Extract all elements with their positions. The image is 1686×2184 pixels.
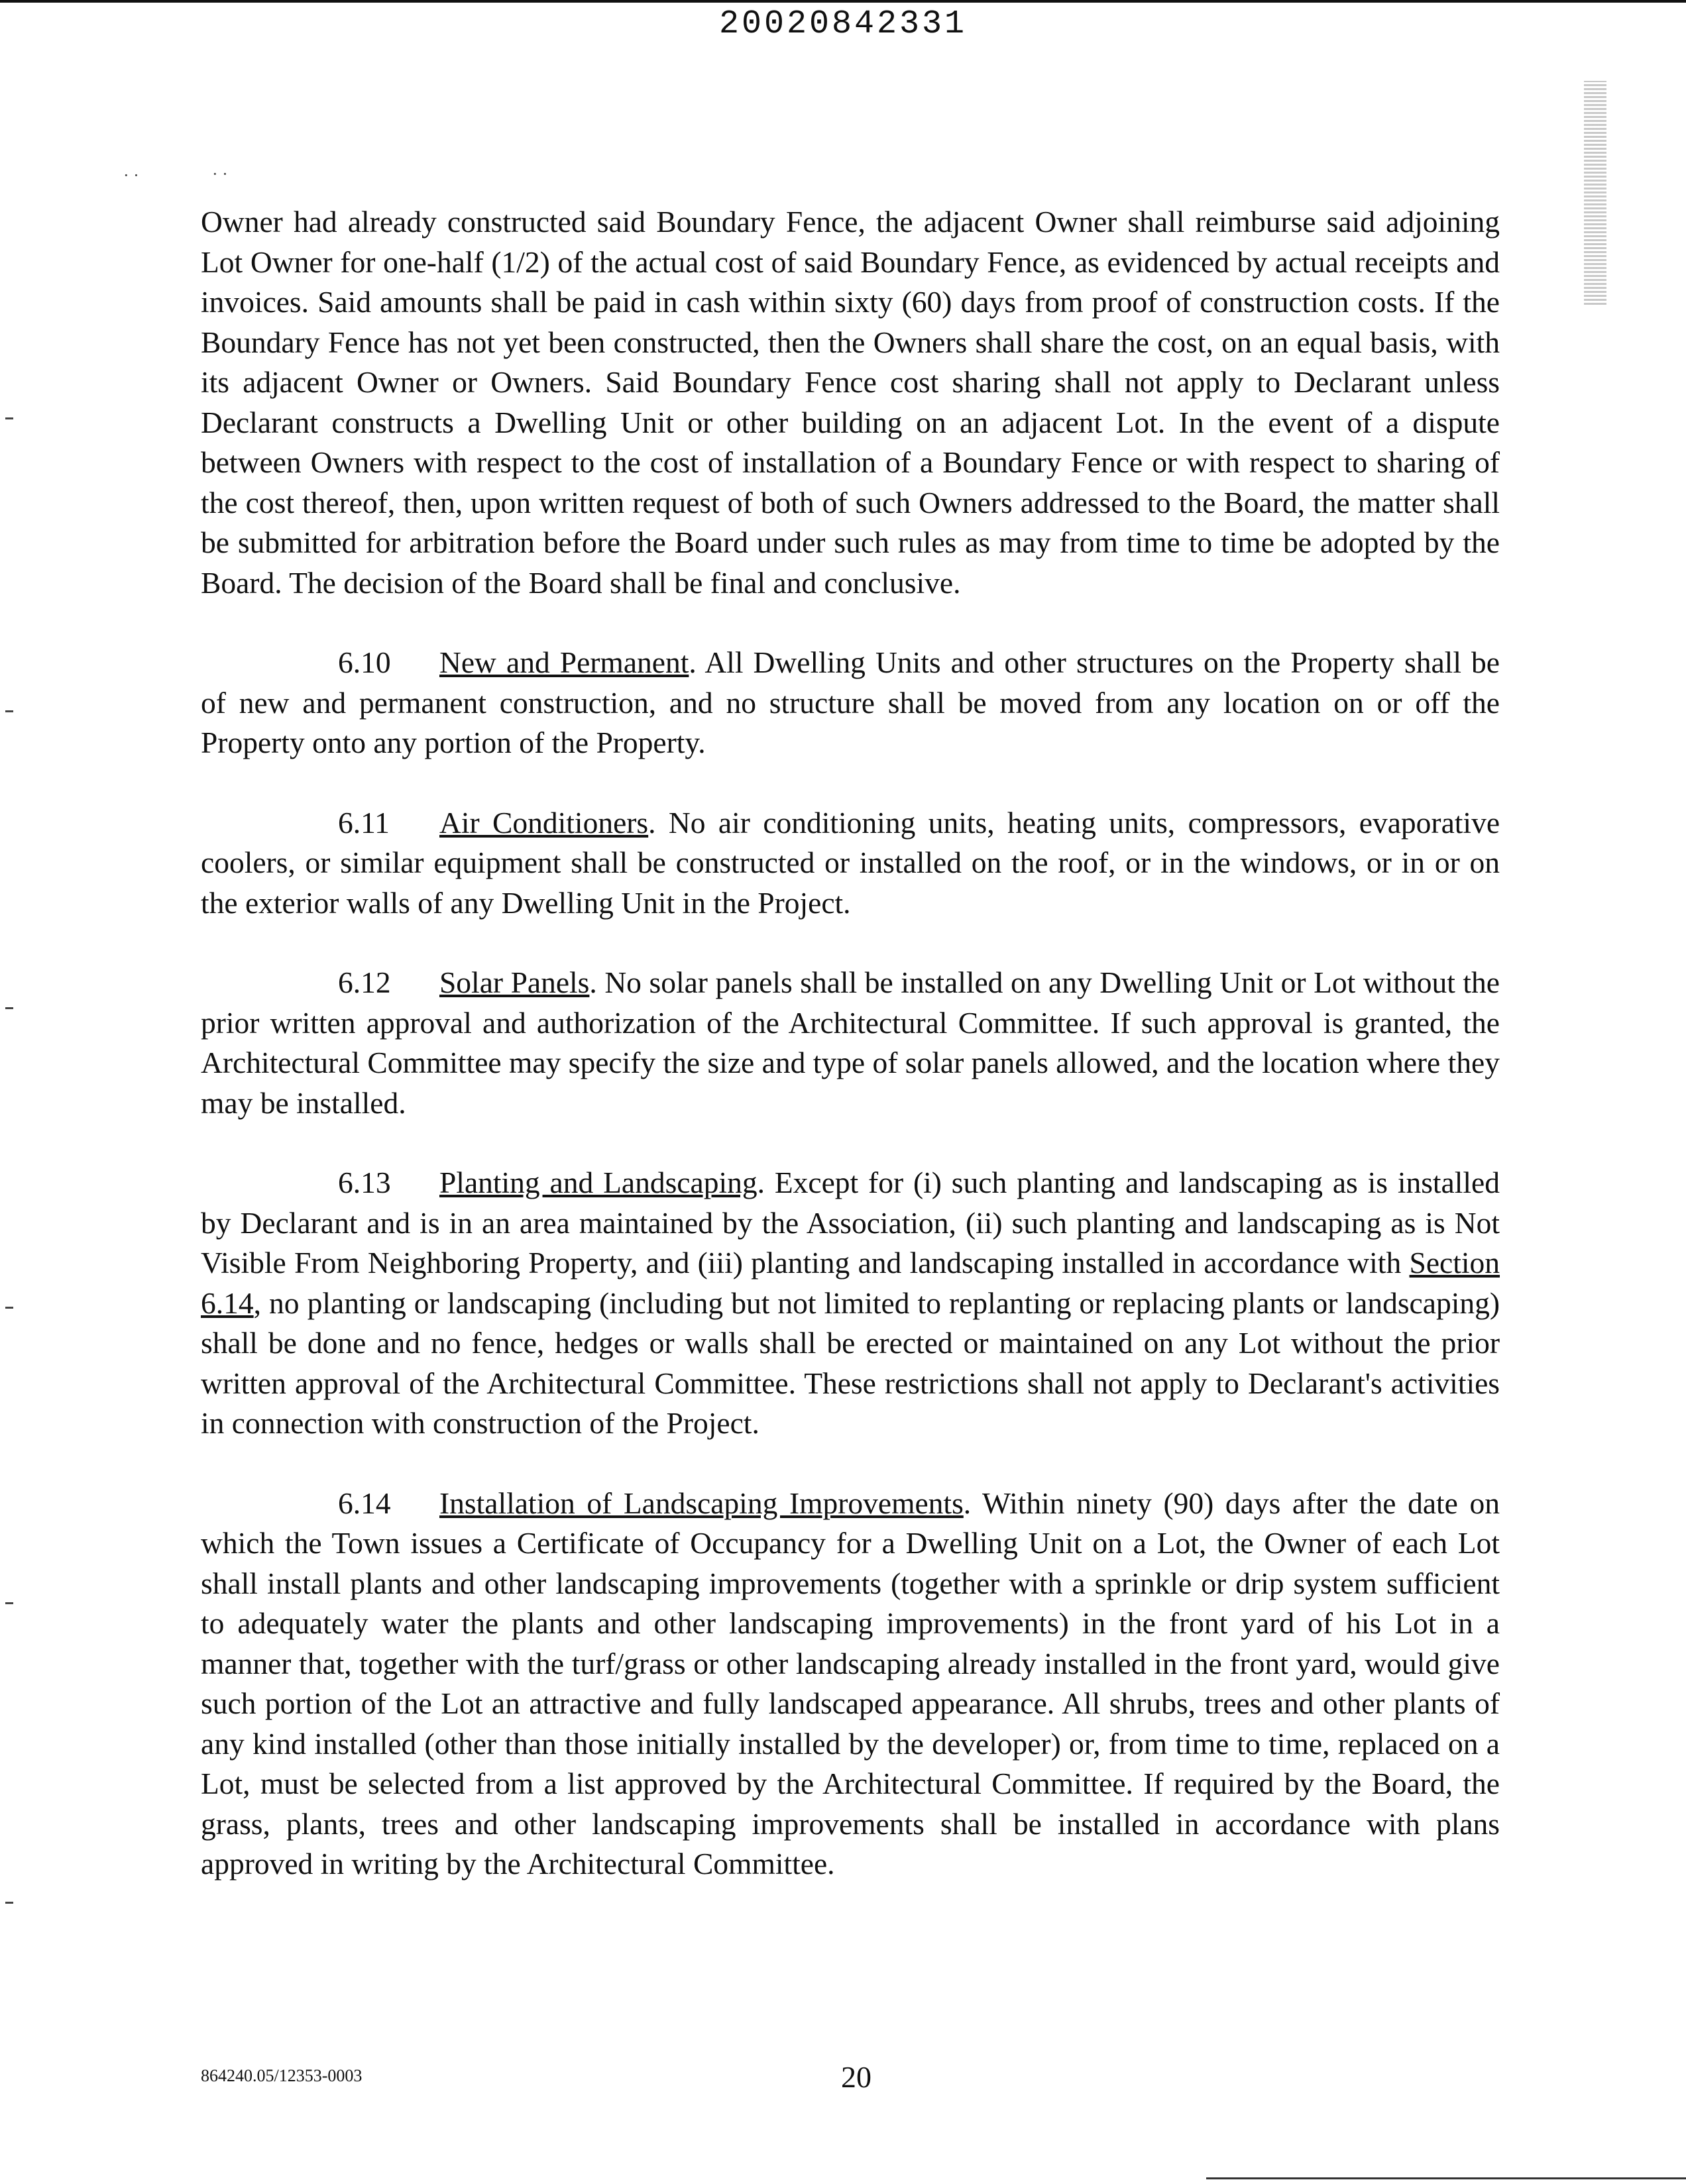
section-text-continued: , no planting or landscaping (including but not limited to replanting or replacing plants or landscaping) shall be done and no fence, hedges or walls shall be erected or maintained on any Lot without the prior written approval of the Architectural Committee. These restrictions shall not apply to Declarant's activities in connection with construction of the Project. bbox=[201, 1285, 1500, 1440]
section-6-14: 6.14 Installation of Landscaping Improvements. Within ninety (90) days after the date on which the Town issues a Certificate of Occupancy for a Dwelling Unit on a Lot, the Owner of each Lot shall install plants and other landscaping improvements (together with a sprinkle or drip system sufficient to adequately water the plants and other landscaping improvements) in the front yard of his Lot in a manner that, together with the turf/grass or other landscaping already installed in the front yard, would give such portion of the Lot an attractive and fully landscaped appearance. All shrubs, trees and other plants of any kind installed (other than those initially installed by the developer) or, from time to time, replaced on a Lot, must be selected from a list approved by the Architectural Committee. If required by the Board, the grass, plants, trees and other landscaping improvements shall be installed in accordance with plans approved in writing by the Architectural Committee. bbox=[201, 1484, 1500, 1884]
section-number: 6.10 bbox=[338, 645, 391, 679]
top-rule bbox=[0, 0, 1686, 3]
footer-doc-code: 864240.05/12353-0003 bbox=[201, 2066, 363, 2085]
margin-tick bbox=[5, 710, 13, 712]
section-6-10: 6.10 New and Permanent. All Dwelling Units and other structures on the Property shall be of new and permanent construction, and no structure shall be moved from any location on or off the Property onto any portion of the Property. bbox=[201, 643, 1500, 763]
margin-tick bbox=[5, 1902, 13, 1904]
section-heading: Solar Panels bbox=[439, 965, 590, 999]
section-6-13: 6.13 Planting and Landscaping. Except for (i) such planting and landscaping as is installed by Declarant and is in an area maintained by the Association, (ii) such planting and landscaping as is Not Visible From Neighboring Property, and (iii) planting and landscaping installed in accordance with Section 6.14, no planting or landscaping (including but not limited to replanting or replacing plants or landscaping) shall be done and no fence, hedges or walls shall be erected or maintained on any Lot without the prior written approval of the Architectural Committee. These restrictions shall not apply to Declarant's activities in connection with construction of the Project. bbox=[201, 1163, 1500, 1444]
section-number: 6.13 bbox=[338, 1166, 391, 1199]
scan-speck: · · bbox=[212, 164, 228, 184]
section-reference: Section 6.14 bbox=[201, 1246, 1500, 1320]
section-text: No solar panels shall be installed on any Dwelling Unit or Lot without the prior written approval and authorization of the Architectural Committee. If such approval is granted, the Architectural Committee may specify the size and type of solar panels allowed, and the location where they may be installed. bbox=[201, 965, 1500, 1120]
margin-tick bbox=[5, 417, 13, 419]
section-6-12: 6.12 Solar Panels. No solar panels shall be installed on any Dwelling Unit or Lot without the prior written approval and authorization of the Architectural Committee. If such approval is granted, the Architectural Committee may specify the size and type of solar panels allowed, and the location where they may be installed. bbox=[201, 963, 1500, 1123]
scan-speck: · · bbox=[123, 166, 139, 185]
section-text: Except for (i) such planting and landscaping as is installed by Declarant and is in an area maintained by the Association, (ii) such planting and landscaping as is Not Visible From Neighboring Property, and (iii) planting and landscaping installed in accordance with bbox=[201, 1166, 1500, 1280]
document-number-text: 20020842331 bbox=[706, 5, 980, 43]
section-number: 6.14 bbox=[338, 1486, 391, 1520]
section-text: Within ninety (90) days after the date on which the Town issues a Certificate of Occupancy for a Dwelling Unit on a Lot, the Owner of each Lot shall install plants and other landscaping improvements (together with a sprinkle or drip system sufficient to adequately water the plants and other landscaping improvements) in the front yard of his Lot in a manner that, together with the turf/grass or other landscaping already installed in the front yard, would give such portion of the Lot an attractive and fully landscaped appearance. All shrubs, trees and other plants of any kind installed (other than those initially installed by the developer) or, from time to time, replaced on a Lot, must be selected from a list approved by the Architectural Committee. If required by the Board, the grass, plants, trees and other landscaping improvements shall be installed in accordance with plans approved in writing by the Architectural Committee. bbox=[201, 1486, 1500, 1881]
paragraph-text: Owner had already constructed said Boundary Fence, the adjacent Owner shall reimburse said adjoining Lot Owner for one-half (1/2) of the actual cost of said Boundary Fence, as evidenced by actual receipts and invoices. Said amounts shall be paid in cash within sixty (60) days from proof of construction costs. If the Boundary Fence has not yet been constructed, then the Owners shall share the cost, on an equal basis, with its adjacent Owner or Owners. Said Boundary Fence cost sharing shall not apply to Declarant unless Declarant constructs a Dwelling Unit or other building on an adjacent Lot. In the event of a dispute between Owners with respect to the cost of installation of a Boundary Fence or with respect to sharing of the cost thereof, then, upon written request of both of such Owners addressed to the Board, the matter shall be submitted for arbitration before the Board under such rules as may from time to time be adopted by the Board. The decision of the Board shall be final and conclusive. bbox=[201, 205, 1500, 600]
page-number: 20 bbox=[841, 2060, 871, 2094]
bottom-rule bbox=[1206, 2177, 1686, 2179]
document-body bbox=[201, 202, 1500, 1924]
section-text: No air conditioning units, heating units, compressors, evaporative coolers, or similar equipment shall be constructed or installed on the roof, or in the windows, or in or on the exterior walls of any Dwelling Unit in the Project. bbox=[201, 805, 1500, 920]
paragraph-continued bbox=[201, 202, 1500, 603]
margin-tick bbox=[5, 1007, 13, 1009]
section-heading: Planting and Landscaping bbox=[439, 1166, 758, 1199]
section-heading: Air Conditioners bbox=[439, 805, 649, 840]
section-text: All Dwelling Units and other structures on the Property shall be of new and permanent construction, and no structure shall be moved from any location on or off the Property onto any portion of the Property. bbox=[201, 645, 1500, 759]
section-heading: Installation of Landscaping Improvements bbox=[439, 1486, 964, 1520]
document-number bbox=[0, 5, 1686, 43]
margin-tick bbox=[5, 1307, 13, 1309]
section-heading: New and Permanent bbox=[439, 645, 689, 679]
section-number: 6.11 bbox=[338, 805, 390, 840]
scan-stamp-mark bbox=[1584, 81, 1606, 305]
section-6-11: 6.11 Air Conditioners. No air conditioning units, heating units, compressors, evaporative coolers, or similar equipment shall be constructed or installed on the roof, or in the windows, or in or on the exterior walls of any Dwelling Unit in the Project. bbox=[201, 803, 1500, 924]
section-number: 6.12 bbox=[338, 965, 391, 999]
margin-tick bbox=[5, 1602, 13, 1604]
